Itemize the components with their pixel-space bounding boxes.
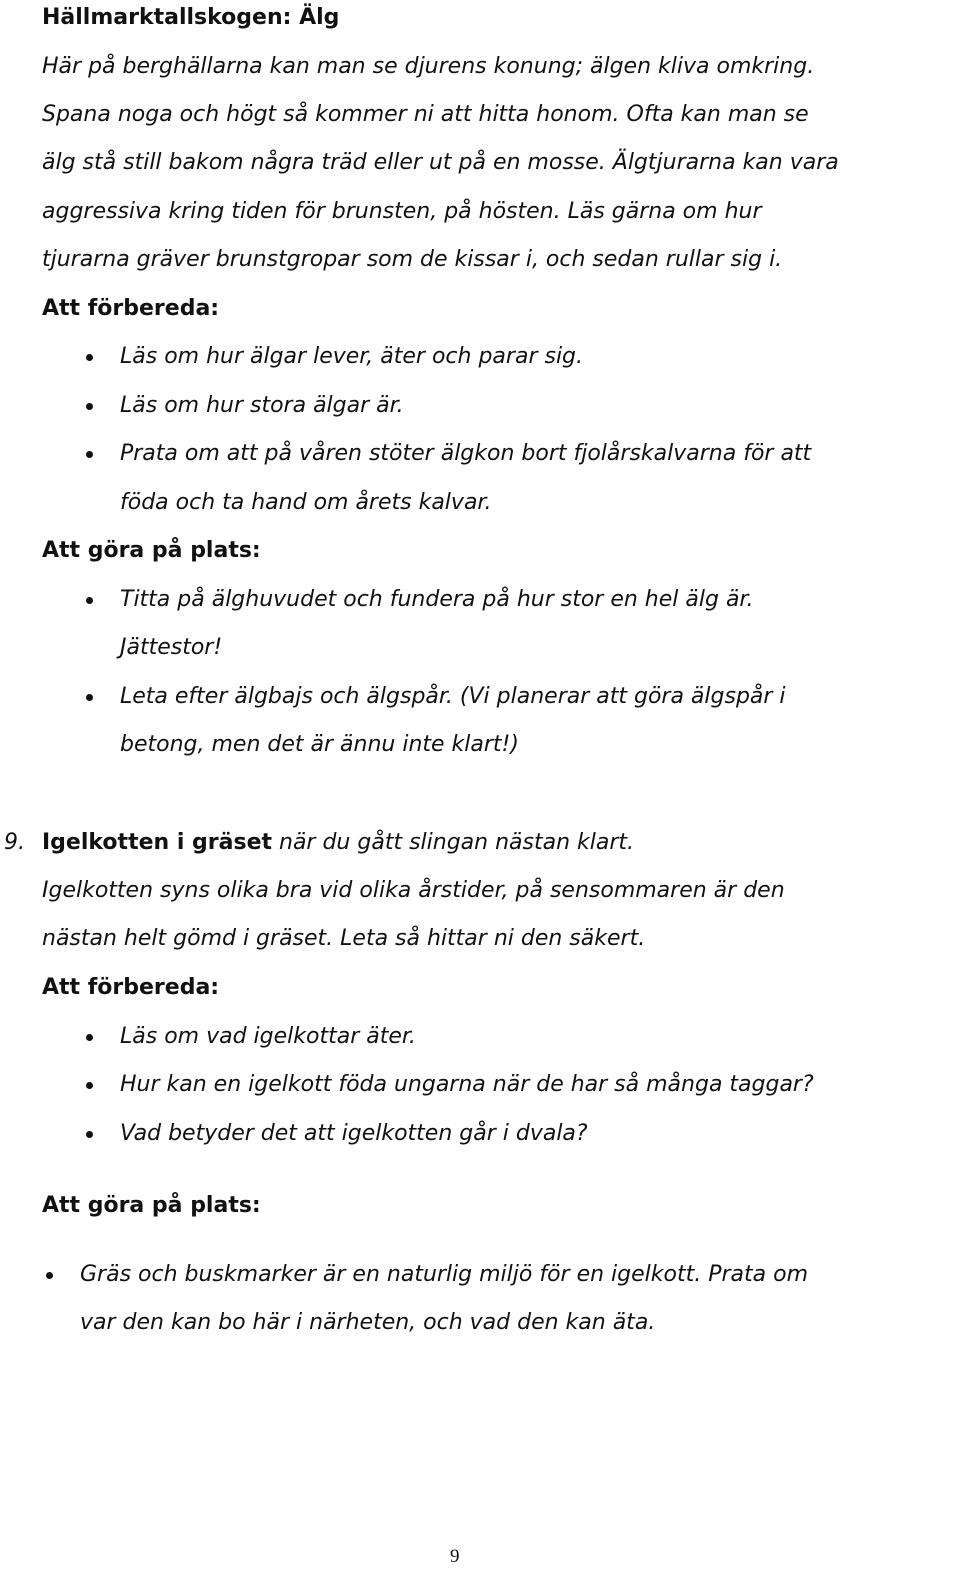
list-item: Gräs och buskmarker är en naturlig miljö för en igelkott. Prata om — [80, 1262, 808, 1287]
bullet-icon — [86, 354, 93, 361]
bullet-icon — [86, 694, 93, 701]
intro-line: Spana noga och högt så kommer ni att hitta honom. Ofta kan man se — [42, 102, 809, 127]
page-number: 9 — [450, 1546, 460, 1567]
intro-line: Här på berghällarna kan man se djurens konung; älgen kliva omkring. — [42, 54, 815, 79]
bullet-icon — [86, 1034, 93, 1041]
list-item: Leta efter älgbajs och älgspår. (Vi planerar att göra älgspår i — [120, 684, 786, 709]
section-title: Hällmarktallskogen: Älg — [42, 5, 340, 30]
list-item: Läs om hur stora älgar är. — [120, 393, 404, 418]
intro-line: nästan helt gömd i gräset. Leta så hittar ni den säkert. — [42, 926, 646, 951]
list-item: Läs om hur älgar lever, äter och parar sig. — [120, 344, 584, 369]
prepare-heading: Att förbereda: — [42, 296, 220, 321]
list-item: Hur kan en igelkott föda ungarna när de har så många taggar? — [120, 1072, 814, 1097]
intro-line: tjurarna gräver brunstgropar som de kissar i, och sedan rullar sig i. — [42, 247, 783, 272]
list-item-continuation: betong, men det är ännu inte klart!) — [120, 732, 519, 757]
intro-line: älg stå still bakom några träd eller ut på en mosse. Älgtjurarna kan vara — [42, 150, 839, 175]
list-item: Prata om att på våren stöter älgkon bort fjolårskalvarna för att — [120, 441, 812, 466]
bullet-icon — [86, 1082, 93, 1089]
onsite-heading: Att göra på plats: — [42, 1193, 261, 1218]
bullet-icon — [86, 403, 93, 410]
bullet-icon — [86, 597, 93, 604]
intro-line: aggressiva kring tiden för brunsten, på hösten. Läs gärna om hur — [42, 199, 762, 224]
list-item: Läs om vad igelkottar äter. — [120, 1024, 416, 1049]
list-item-continuation: Jättestor! — [120, 635, 223, 660]
prepare-heading: Att förbereda: — [42, 975, 220, 1000]
list-item: Vad betyder det att igelkotten går i dvala? — [120, 1121, 588, 1146]
section-title: Igelkotten i gräset — [42, 830, 273, 855]
list-item: Titta på älghuvudet och fundera på hur stor en hel älg är. — [120, 587, 754, 612]
section-title-rest: när du gått slingan nästan klart. — [272, 830, 635, 855]
list-item-continuation: var den kan bo här i närheten, och vad den kan äta. — [80, 1310, 656, 1335]
bullet-icon — [46, 1272, 53, 1279]
list-item-continuation: föda och ta hand om årets kalvar. — [120, 490, 492, 515]
intro-line: Igelkotten syns olika bra vid olika årstider, på sensommaren är den — [42, 878, 785, 903]
bullet-icon — [86, 451, 93, 458]
bullet-icon — [86, 1131, 93, 1138]
onsite-heading: Att göra på plats: — [42, 538, 261, 563]
section-heading — [4, 829, 634, 857]
section-number: 9. — [4, 830, 25, 855]
